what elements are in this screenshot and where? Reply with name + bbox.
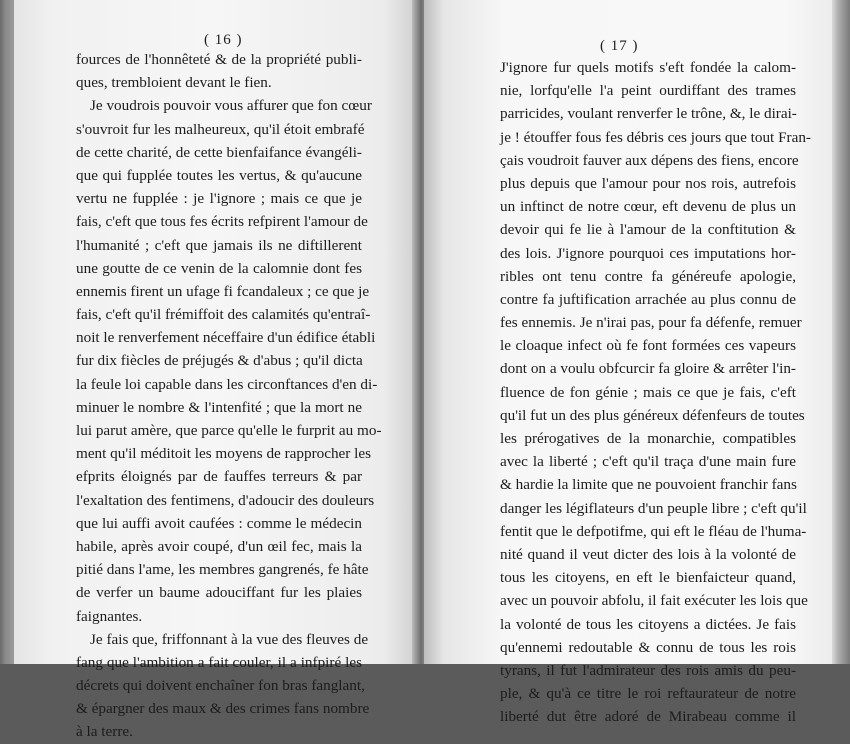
text-line: J'ignore fur quels motifs s'eft fondée la calom-: [500, 59, 796, 76]
text-line: tous les citoyens, en eft le bienfaicteur quand,: [500, 569, 796, 587]
text-line: fentit que le defpotifme, qui eft le fléau de l'huma-: [500, 522, 807, 540]
text-line: dont on a voulu obfcurcir fa gloire & arrêter l'in-: [500, 360, 796, 378]
text-line: ennemis firent un ufage fi fcandaleux ; ce que je: [76, 282, 370, 300]
text-line: de verfer un baume adouciffant fur les plaies: [76, 584, 362, 602]
text-line: pitié dans l'ame, les membres gangrenés, fe hâte: [76, 561, 369, 579]
text-line: de cette charité, de cette bienfaifance évangéli-: [76, 143, 362, 161]
text-line: plus depuis que l'amour pour nos rois, autrefois: [500, 174, 796, 192]
left-page-text: [76, 48, 382, 744]
page-edge-shadow: [832, 0, 850, 664]
text-line: des lois. J'ignore pourquoi ces imputations hor-: [500, 244, 796, 262]
text-line: tyrans, il fut l'admirateur des rois amis du peu-: [500, 661, 796, 679]
text-line: & épargner des maux & des crimes fans nombre: [76, 700, 370, 718]
text-line: fang que l'ambition a fait couler, il a infpiré les: [76, 653, 362, 671]
text-line: avec la liberté ; c'eft qu'il traça d'une main fure: [500, 453, 796, 471]
text-line: parricides, voulant renverfer le trône, &, le dirai-: [500, 105, 797, 123]
text-line: je ! étouffer fous fes débris ces jours que tout Fran-: [500, 128, 811, 146]
text-line: nie, lorfqu'elle l'a peint ourdiffant des trames: [500, 82, 796, 100]
text-line: fais, c'eft que tous fes écrits refpirent l'amour de: [76, 213, 368, 231]
text-line: à la terre.: [76, 723, 133, 741]
text-line: l'humanité ; c'eft que jamais ils ne diftillerent: [76, 236, 362, 254]
text-line: liberté dut être adoré de Mirabeau comme il: [500, 708, 796, 726]
page-number-right: ( 17 ): [600, 38, 639, 54]
text-line: ple, & qu'à ce titre le roi reftaurateur de notre: [500, 685, 796, 703]
text-line: les prérogatives de la monarchie, compatibles: [500, 430, 796, 447]
text-line: qu'ennemi redoutable & connu de tous les rois: [500, 638, 796, 656]
text-line: qu'il fut un des plus généreux défenfeurs de toutes: [500, 406, 805, 424]
text-line: noit le renverfement néceffaire d'un édifice établi: [76, 329, 376, 347]
text-line: une goutte de ce venin de la calomnie dont fes: [76, 259, 362, 277]
text-line: danger les légiflateurs d'un peuple libre ; c'eft qu'il: [500, 499, 807, 517]
text-line: fources de l'honnêteté & de la propriété publi-: [76, 51, 362, 68]
text-line: un inftinct de notre cœur, eft devenu de plus un: [500, 198, 796, 216]
text-line: fur dix fiècles de préjugés & d'abus ; qu'il dicta: [76, 352, 363, 370]
text-line: que lui auffi avoit caufées : comme le médecin: [76, 514, 362, 532]
text-line: nité quand il veut dicter des lois à la volonté de: [500, 545, 796, 563]
text-line: le cloaque infect où fe font formées ces vapeurs: [500, 337, 796, 355]
text-line: & hardie la limite que ne pouvoient franchir fans: [500, 476, 797, 494]
page-number-left: ( 16 ): [204, 32, 243, 48]
text-line: s'ouvroit fur les malheureux, qu'il étoit embrafé: [76, 120, 365, 138]
right-page-text: [500, 56, 811, 728]
text-line: la feule loi capable dans les circonftances d'en di-: [76, 375, 378, 393]
text-line: habile, après avoir coupé, d'un œil fec, mais la: [76, 537, 362, 555]
text-line: fais, c'eft qu'il frémiffoit des calamités qu'entraî-: [76, 306, 371, 324]
text-line: ment qu'il méditoit les moyens de rapprocher les: [76, 445, 372, 463]
text-line: devoir qui fe lie à l'amour de la conftitution &: [500, 221, 796, 239]
text-line: vertu ne fupplée : je l'ignore ; mais ce que je: [76, 190, 362, 208]
text-line: lui parut amère, que parce qu'elle le furprit au mo-: [76, 422, 382, 439]
text-line: ribles ont tenu contre fa généreufe apologie,: [500, 267, 796, 285]
text-line: la volonté de tous les citoyens a dictées. Je fais: [500, 615, 796, 633]
text-line: fluence de fon génie ; mais ce que je fais, c'eft: [500, 383, 796, 401]
text-line: fes ennemis. Je n'irai pas, pour fa défenfe, remuer: [500, 314, 802, 332]
text-line: contre fa juftification arrachée au plus connu de: [500, 290, 796, 308]
text-line: faignantes.: [76, 607, 143, 625]
text-line: que qui fupplée toutes les vertus, & qu'aucune: [76, 166, 362, 184]
text-line: çais voudroit fauver aux dépens des fiens, encore: [500, 151, 799, 169]
text-line: minuer le nombre & l'intenfité ; que la mort ne: [76, 398, 362, 416]
text-line: ques, trembloient devant le fien.: [76, 74, 272, 92]
right-page: [424, 0, 836, 726]
text-line: avec un pouvoir abfolu, il fait exécuter les lois que: [500, 592, 808, 610]
left-page: [14, 0, 418, 741]
text-line: décrets qui doivent enchaîner fon bras fanglant,: [76, 677, 365, 695]
text-line: Je voudrois pouvoir vous affurer que fon cœur: [90, 97, 372, 115]
text-line: l'exaltation des fentimens, d'adoucir des douleurs: [76, 491, 375, 509]
text-line: efprits éloignés par de fauffes terreurs & par: [76, 468, 362, 486]
text-line: Je fais que, friffonnant à la vue des fleuves de: [90, 630, 369, 648]
